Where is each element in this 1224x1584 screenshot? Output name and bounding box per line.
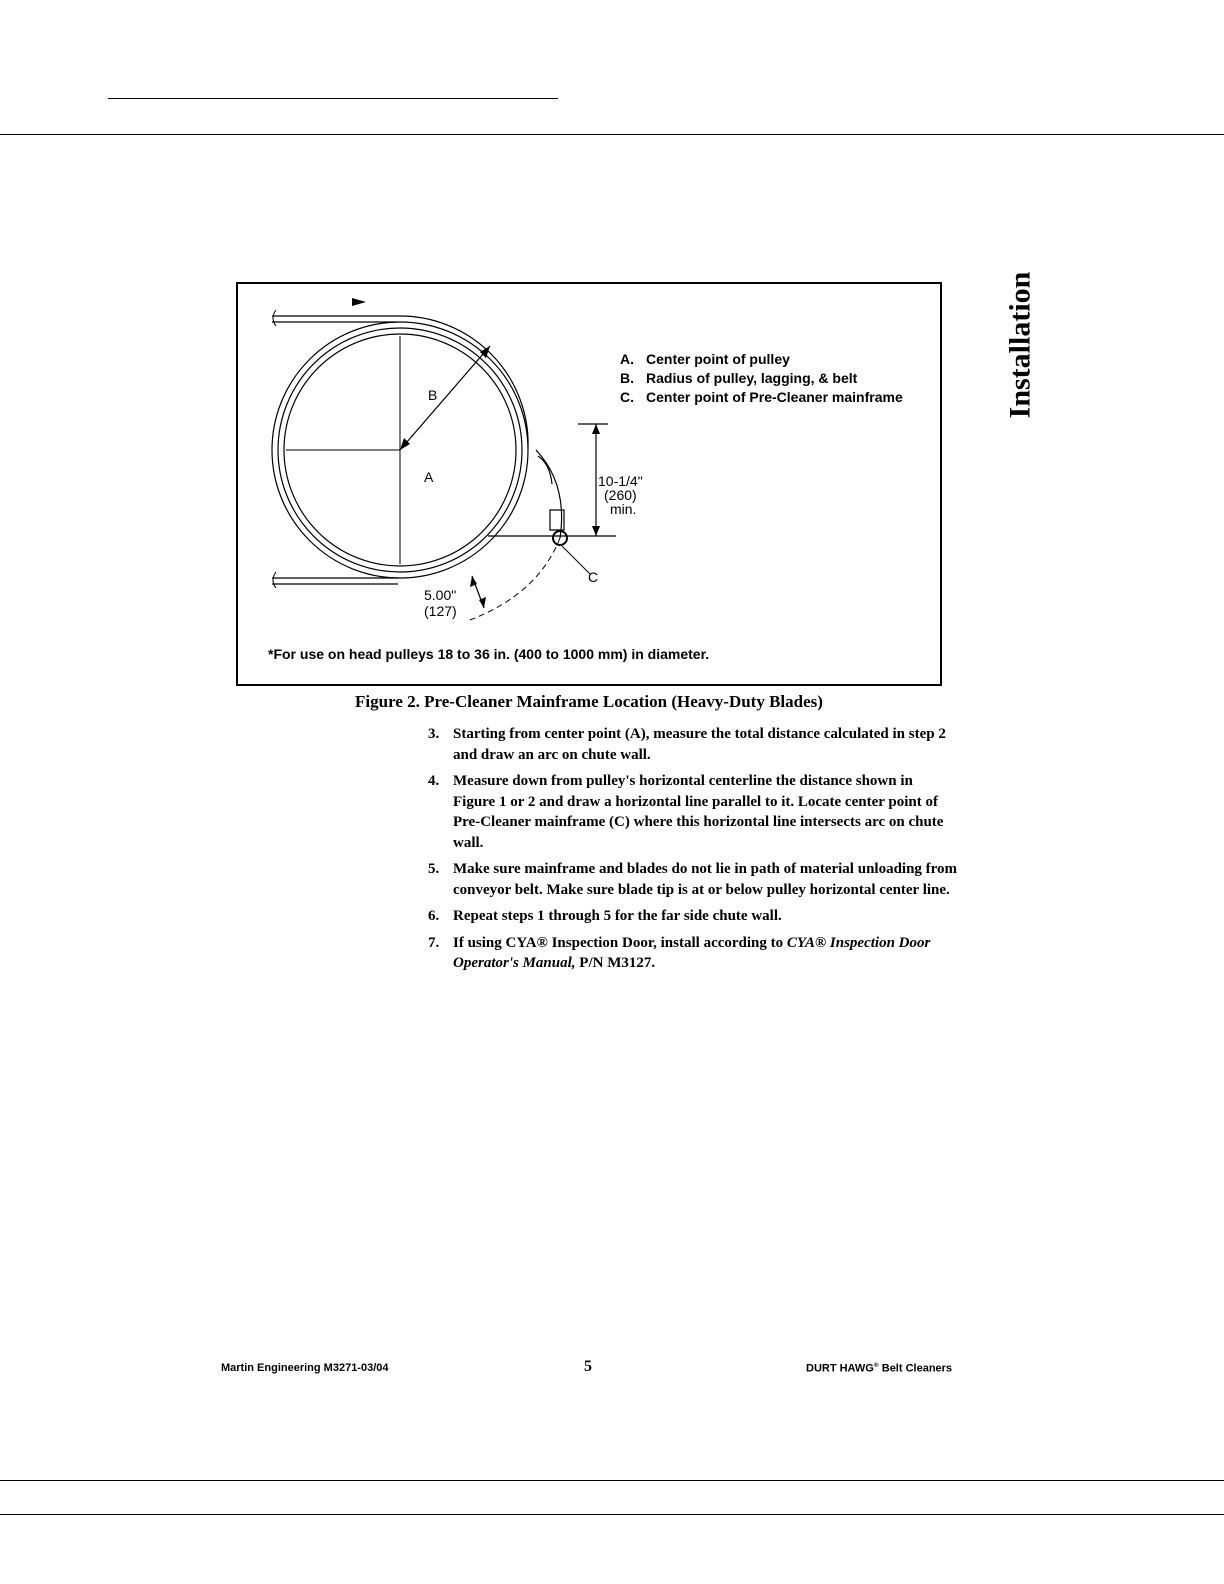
- figure-legend: [620, 350, 903, 407]
- radius-line-b: [400, 346, 490, 450]
- legend-item-b: B. Radius of pulley, lagging, & belt: [620, 370, 858, 386]
- vertical-dimension-value: 10-1/4": [598, 473, 643, 489]
- belt-end-bottom: [273, 572, 276, 588]
- pulley-diagram: [238, 284, 940, 684]
- installation-steps: [428, 724, 958, 980]
- figure-caption: Figure 2. Pre-Cleaner Mainframe Location (Heavy-Duty Blades): [355, 692, 823, 711]
- arc-dimension-metric: (127): [424, 603, 457, 619]
- label-b: B: [428, 387, 438, 403]
- step-7: 7. If using CYA® Inspection Door, install according to CYA® Inspection Door Operator's Manual, P/N M3127.: [428, 934, 931, 971]
- header-full-rule: [0, 134, 1224, 135]
- section-side-title-text: Installation: [1003, 271, 1036, 419]
- footer-product: DURT HAWG® Belt Cleaners: [806, 1362, 953, 1375]
- step-6: 6. Repeat steps 1 through 5 for the far side chute wall.: [428, 908, 782, 924]
- belt-direction-arrow: [352, 298, 366, 306]
- leader-c: [562, 546, 590, 574]
- step-3: 3. Starting from center point (A), measure the total distance calculated in step 2 and draw an arc on chute wall.: [428, 726, 946, 763]
- footer-rule-lower: [0, 1514, 1224, 1515]
- vertical-dimension-arrow-bottom: [592, 526, 600, 536]
- section-side-title: [995, 270, 1045, 420]
- label-c: C: [588, 569, 599, 585]
- legend-item-c: C. Center point of Pre-Cleaner mainframe: [620, 389, 903, 405]
- chute-arc: [536, 450, 562, 538]
- figure-footnote: *For use on head pulleys 18 to 36 in. (400 to 1000 mm) in diameter.: [268, 646, 710, 662]
- figure-2-box: [236, 282, 942, 686]
- step-4: 4. Measure down from pulley's horizontal centerline the distance shown in Figure 1 or 2 and draw a horizontal line parallel to it. Locate center point of Pre-Cleaner mainframe (C) where this horizontal line intersects arc on chute wall.: [428, 773, 944, 851]
- vertical-dimension-min: min.: [610, 501, 637, 517]
- legend-item-a: A. Center point of pulley: [620, 351, 790, 367]
- manual-title: CYA® Inspection Door Operator's Manual,: [453, 934, 931, 971]
- arc-dimension-value: 5.00": [424, 587, 457, 603]
- footer-rule-upper: [0, 1480, 1224, 1481]
- footer-publisher: Martin Engineering M3271-03/04: [221, 1362, 389, 1374]
- page-number: 5: [584, 1358, 592, 1375]
- header-short-rule: [108, 98, 558, 99]
- belt-end-top: [273, 310, 276, 326]
- step-5: 5. Make sure mainframe and blades do not lie in path of material unloading from conveyor belt. Make sure blade tip is at or below pulley horizontal center line.: [428, 861, 958, 898]
- label-a: A: [424, 469, 434, 485]
- vertical-dimension-arrow-top: [592, 424, 600, 434]
- vertical-dimension-metric: (260): [604, 487, 637, 503]
